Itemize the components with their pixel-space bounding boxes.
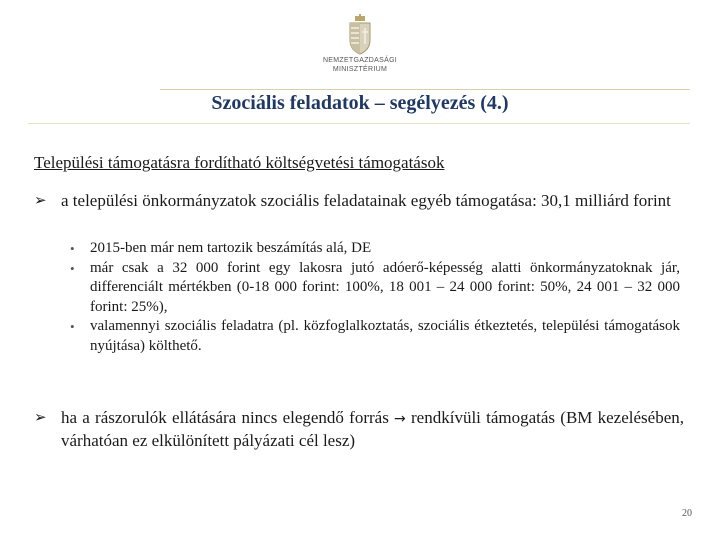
logo-text-line1: NEMZETGAZDASÁGI — [322, 57, 398, 64]
sub-bullet-text: már csak a 32 000 forint egy lakosra jutó adóerő-képesség alatti önkormányzatoknak jár, differenciált mértékben (0-18 000 forint: 100%, 18 001 – 24 000 forint: 50%, 24 001 – 32 000 forint: 25%), — [90, 259, 680, 315]
slide-title: Szociális feladatok – segélyezés (4.) — [211, 92, 509, 114]
bullet-1 — [34, 190, 684, 212]
dot-bullet-icon: • — [70, 260, 75, 276]
bullet-2-text — [61, 407, 684, 452]
logo-text-line2: MINISZTÉRIUM — [332, 66, 388, 73]
title-divider — [28, 123, 690, 124]
sub-bullet-text: valamennyi szociális feladatra (pl. közfoglalkoztatás, szociális étkeztetés, települési támogatások nyújtása) költhető. — [90, 318, 680, 354]
hungarian-coat-of-arms-icon — [346, 14, 374, 56]
sub-bullet-item — [70, 239, 680, 259]
header-divider — [160, 89, 690, 90]
sub-bullet-item — [70, 317, 680, 356]
bullet-2-text-part2: rendkívüli támogatás (BM kezelésében, várhatóan ez elkülönített pályázati cél lesz) — [61, 408, 684, 450]
dot-bullet-icon: • — [70, 241, 75, 256]
sub-bullet-item — [70, 259, 680, 318]
sub-bullet-text: 2015-ben már nem tartozik beszámítás alá, DE — [90, 240, 372, 256]
bullet-2-text-part1: ha a rászorulók ellátására nincs elegendő forrás — [61, 408, 389, 427]
page-number: 20 — [682, 508, 692, 519]
dot-bullet-icon: • — [70, 319, 75, 334]
right-arrow-icon: → — [394, 411, 406, 427]
ministry-logo — [318, 14, 402, 82]
bullet-2 — [34, 407, 684, 452]
arrow-bullet-icon: ➢ — [34, 193, 47, 209]
section-subtitle: Települési támogatásra fordítható költségvetési támogatások — [34, 153, 445, 172]
sub-bullet-list — [70, 239, 680, 356]
arrow-bullet-icon: ➢ — [34, 410, 47, 426]
bullet-1-text: a települési önkormányzatok szociális feladatainak egyéb támogatása: 30,1 milliárd forint — [61, 191, 671, 210]
